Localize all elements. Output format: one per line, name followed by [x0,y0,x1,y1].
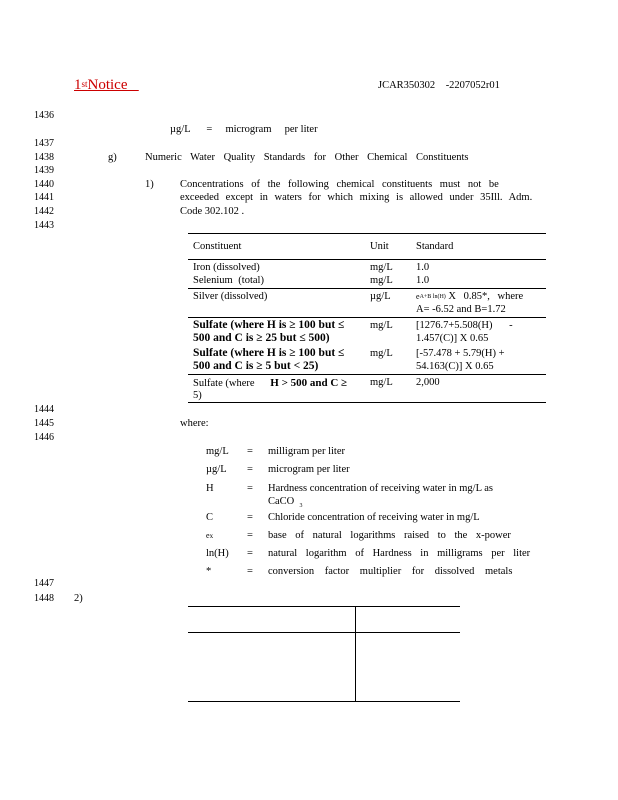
table-header-unit: Unit [370,241,389,252]
table-rule [188,606,460,607]
table-cell-standard: 2,000 [416,377,440,388]
definition-meaning: microgram per liter [268,464,350,475]
table-cell-constituent: 500 and C is ≥ 5 but < 25) [193,360,319,372]
table-cell-constituent: 5) [193,390,202,401]
definition-meaning: base of natural logarithms raised to the x-power [268,530,511,541]
table-cell-constituent: 500 and C is ≥ 25 but ≤ 500) [193,332,330,344]
table-cell-unit: mg/L [370,377,393,388]
table-rule [188,374,546,375]
line-number: 1442 [34,206,54,217]
definition-meaning: milligram per liter [268,446,345,457]
definition-term: mg/L [206,446,229,457]
line-number: 1437 [34,138,54,149]
table-cell-unit: mg/L [370,275,393,286]
table-cell-constituent: Selenium (total) [193,275,264,286]
definition-meaning: Hardness concentration of receiving water in mg/L as [268,483,493,494]
definition-eq: = [247,530,253,541]
definition-eq: = [247,512,253,523]
table-cell-standard: 54.163(C)] X 0.65 [416,361,494,372]
table-header-constituent: Constituent [193,241,242,252]
table-cell-constituent: Iron (dissolved) [193,262,260,273]
table-rule [188,233,546,234]
notice-title: 1stNotice [74,77,128,93]
item-1-text-line: Code 302.102 . [180,206,245,217]
table-cell-standard: [1276.7+5.508(H) - [416,320,513,331]
table-cell-unit: µg/L [370,291,391,302]
line-number: 1446 [34,432,54,443]
table-cell-constituent: Sulfate (where H is ≥ 100 but ≤ [193,347,345,359]
definition-meaning: Chloride concentration of receiving water in mg/L [268,512,480,523]
table-rule [188,259,546,260]
definition-meaning: natural logarithm of Hardness in milligrams per liter [268,548,531,559]
line-number: 1447 [34,578,54,589]
table-cell-constituent: Sulfate (where H is ≥ 100 but ≤ [193,319,345,331]
table-cell-standard: 1.0 [416,275,430,286]
item-1-text-line: exceeded except in waters for which mixing is allowed under 35Ill. Adm. [180,192,533,203]
table-cell-standard: [-57.478 + 5.79(H) + [416,348,505,359]
table-cell-standard: 1.457(C)] X 0.65 [416,333,489,344]
table-rule [188,701,460,702]
table-cell-constituent: Sulfate (where H > 500 and C ≥ [193,377,348,389]
item-2-marker: 2) [74,593,83,604]
definition-eq: = [247,566,253,577]
definition-top: µg/L = microgram per liter [170,124,318,135]
definition-term: C [206,512,214,523]
where-label: where: [180,418,209,429]
line-number: 1440 [34,179,54,190]
document-code: JCAR350302 -2207052r01 [378,80,500,91]
table-rule [188,288,546,289]
definition-term: * [206,566,212,577]
line-number: 1444 [34,404,54,415]
definition-term: H [206,483,214,494]
line-number: 1448 [34,593,54,604]
line-number: 1439 [34,165,54,176]
definition-eq: = [247,483,253,494]
definition-eq: = [247,548,253,559]
definition-eq: = [247,446,253,457]
table-cell-unit: mg/L [370,348,393,359]
table-cell-unit: mg/L [370,320,393,331]
section-g-marker: g) [108,152,117,163]
table-cell-constituent: Silver (dissolved) [193,291,268,302]
table-cell-unit: mg/L [370,262,393,273]
table-cell-standard: $e^{A+B ln(H)}$ X 0.85*, where [416,291,524,302]
line-number: 1438 [34,152,54,163]
table-cell-standard: A= -6.52 and B=1.72 [416,304,506,315]
table-divider [355,606,356,702]
table-rule [188,317,546,318]
section-g-title: Numeric Water Quality Standards for Other Chemical Constituents [145,152,469,163]
table-rule [188,632,460,633]
definition-term: $e^x$ [206,531,214,540]
table-header-standard: Standard [416,241,454,252]
line-number: 1436 [34,110,54,121]
line-number: 1443 [34,220,54,231]
item-1-marker: 1) [145,179,154,190]
definition-eq: = [247,464,253,475]
definition-term: ln(H) [206,548,229,559]
table-rule [188,402,546,403]
table-cell-standard: 1.0 [416,262,430,273]
line-number: 1445 [34,418,54,429]
definition-meaning: CaCO $_3$ [268,496,303,510]
definition-term: µg/L [206,464,227,475]
definition-meaning: conversion factor multiplier for dissolved metals [268,566,513,577]
line-number: 1441 [34,192,54,203]
item-1-text-line: Concentrations of the following chemical constituents must not be [180,179,499,190]
